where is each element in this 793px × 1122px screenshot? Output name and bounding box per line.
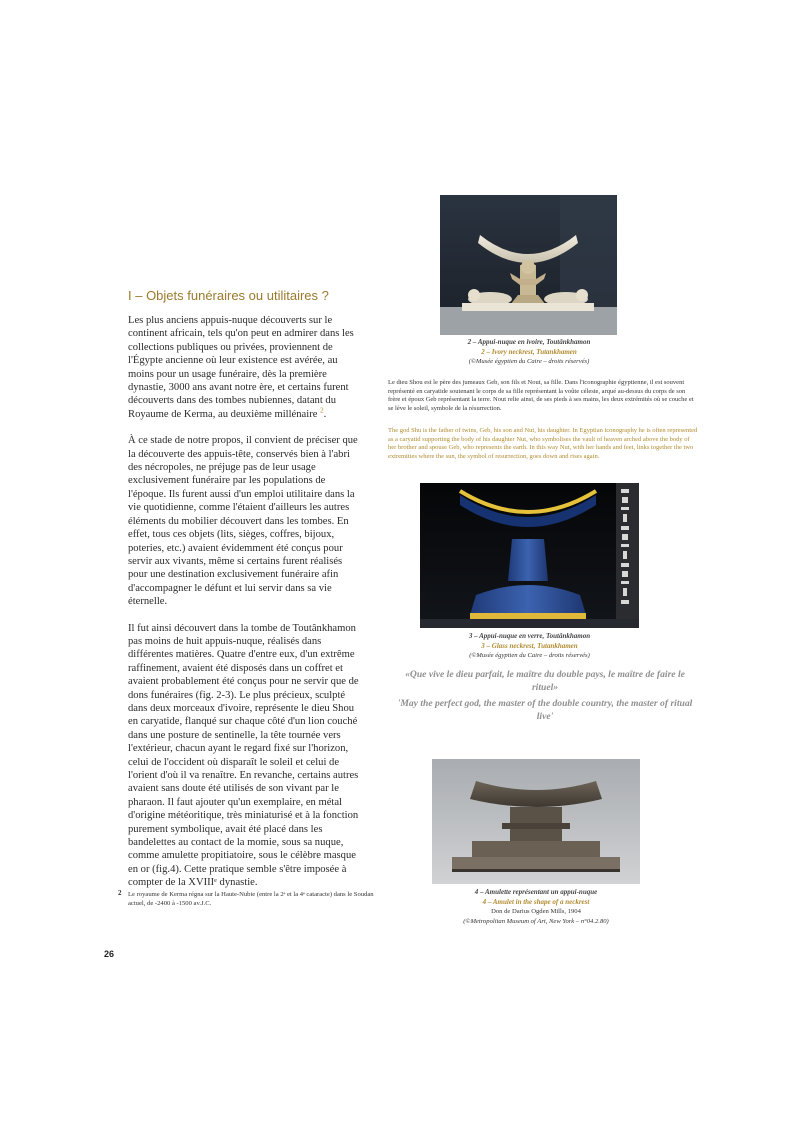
fig3-credit: (©Musée égyptien du Caire – droits réservés) [469,652,590,659]
fig3-caption [420,632,639,661]
fig2-credit: (©Musée égyptien du Caire – droits réservés) [468,358,590,365]
footnote-text: Le royaume de Kerma régna sur la Haute-Nubie (entre la 2ᵉ et la 4ᵉ cataracte) dans le Soudan actuel, de -2400 à -1500 av.J.C. [128,891,374,907]
fig3-caption-en: 3 – Glass neckrest, Tutankhamen [481,641,578,650]
fig4-credit: (©Metropolitan Museum of Art, New York – n°04.2.80) [463,917,609,925]
glass-neckrest-photo [420,483,639,628]
fig2-caption-fr: 2 – Appui-nuque en ivoire, Toutânkhamon [467,338,591,346]
paragraph-2: À ce stade de notre propos, il convient de préciser que la découverte des appuis-tête, conservés bien à l'abri des nécropoles, ne préjuge pas de leur usage exclusivement funéraire par les populations de l'époque. Ils furent aussi d'un emploi utilitaire dans la vie quotidienne, comme l'étaient d'ailleurs les autres éléments du mobilier découvert dans les tombes. En effet, tous ces objets (lits, sièges, coffres, bijoux, poteries, etc.) avaient évidemment été conçus pour servir aux vivants, même si certains furent réalisés pour une destination exclusivement funéraire afin d'accompagner le défunt et lui servir dans sa vie éternelle. [128,435,358,608]
footnote [118,890,388,908]
fig4-caption-en: 4 – Amulet in the shape of a neckrest [482,897,590,906]
paragraph-3: Il fut ainsi découvert dans la tombe de Toutânkhamon pas moins de huit appuis-nuque, réalisés dans différentes matières. Quatre d'entre eux, d'un extrême raffinement, avaient été disposés dans un coffret et avaient probablement été conçus pour ne servir que de dons funéraires (fig. 2-3). Le plus précieux, sculpté dans deux morceaux d'ivoire, représente le dieu Shou en caryatide, flanqué sur chaque côté d'un lion couché dans une posture de sentinelle, la tête tournée vers l'extérieur, chacun ayant le regard fixé sur l'horizon, celui de l'occident où disparaît le soleil et celui de l'orient d'où il va renaître. En revanche, certains autres avaient sans doute été utilisés de son vivant par le pharaon. Il faut ajouter qu'un exemplaire, en métal d'origine météoritique, très miniaturisé et à la fonction purement symbolique, avait été placé dans les bandelettes au contact de la momie, sous sa nuque, comme amulette propitiatoire, sous le célèbre masque en or (fig.4). Cette pratique semble s'être imposée à compter de la XVIIIᵉ dynastie. [128,622,359,889]
fig3-caption-fr: 3 – Appui-nuque en verre, Toutânkhamon [468,632,591,640]
fig2-caption-en: 2 – Ivory neckrest, Tutankhamen [481,347,577,356]
section-heading: I – Objets funéraires ou utilitaires ? [128,288,329,303]
amulet-photo [432,759,640,884]
quote-fr: «Que vive le dieu parfait, le maître du double pays, le maître de faire le rituel» [405,669,685,693]
quote-en: 'May the perfect god, the master of the double country, the master of ritual live' [397,698,693,722]
paragraph-1 [128,314,364,421]
footnote-mark: 2 [118,889,122,897]
ivory-neckrest-photo [440,195,617,335]
fig4-caption [408,888,664,926]
paragraph-1-end: . [323,408,327,420]
shu-text-fr: Le dieu Shou est le père des jumeaux Geb, son fils et Nout, sa fille. Dans l'iconographie égyptienne, il est souvent représenté en caryatide soutenant le corps de sa fille représentant la voûte céleste, arqué au-dessus du corps de son frère et époux Geb représentant la terre. Nout relie ainsi, de ses pieds à ses mains, les deux extrémités où se couche et se lève le soleil, symbole de la résurrection. [388,379,694,412]
footnote-ref[interactable]: 2 [320,406,324,415]
paragraph-1-text: Les plus anciens appuis-nuque découverts sur le continent africain, tels qu'on peut en admirer dans les collections publiques ou privées, proviennent de l'Égypte ancienne où leur existence est avérée, au moins pour un usage funéraire, dès la première dynastie, 3000 ans avant notre ère, et certains furent découverts dans des tombes nubiennes, datant du Royaume de Kerma, au deuxième millénaire [128,315,354,420]
shu-text-en: The god Shu is the father of twins, Geb, his son and Nut, his daughter. In Egyptian iconography he is often represented as a caryatid supporting the body of his daughter Nut, who symbolises the vault of heaven arched above the body of her brother and spouse Geb, who represents the earth. In this way Nut, with her hands and feet, links together the two extremities where the sun, the symbol of resurrection, goes down and rises again. [388,427,698,460]
fig4-donor: Don de Darius Ogden Mills, 1904 [491,908,581,915]
fig4-caption-fr: 4 – Amulette représentant un appui-nuque [474,888,598,896]
page-number: 26 [104,949,115,959]
body-text [128,314,364,903]
fig2-caption [420,338,638,367]
